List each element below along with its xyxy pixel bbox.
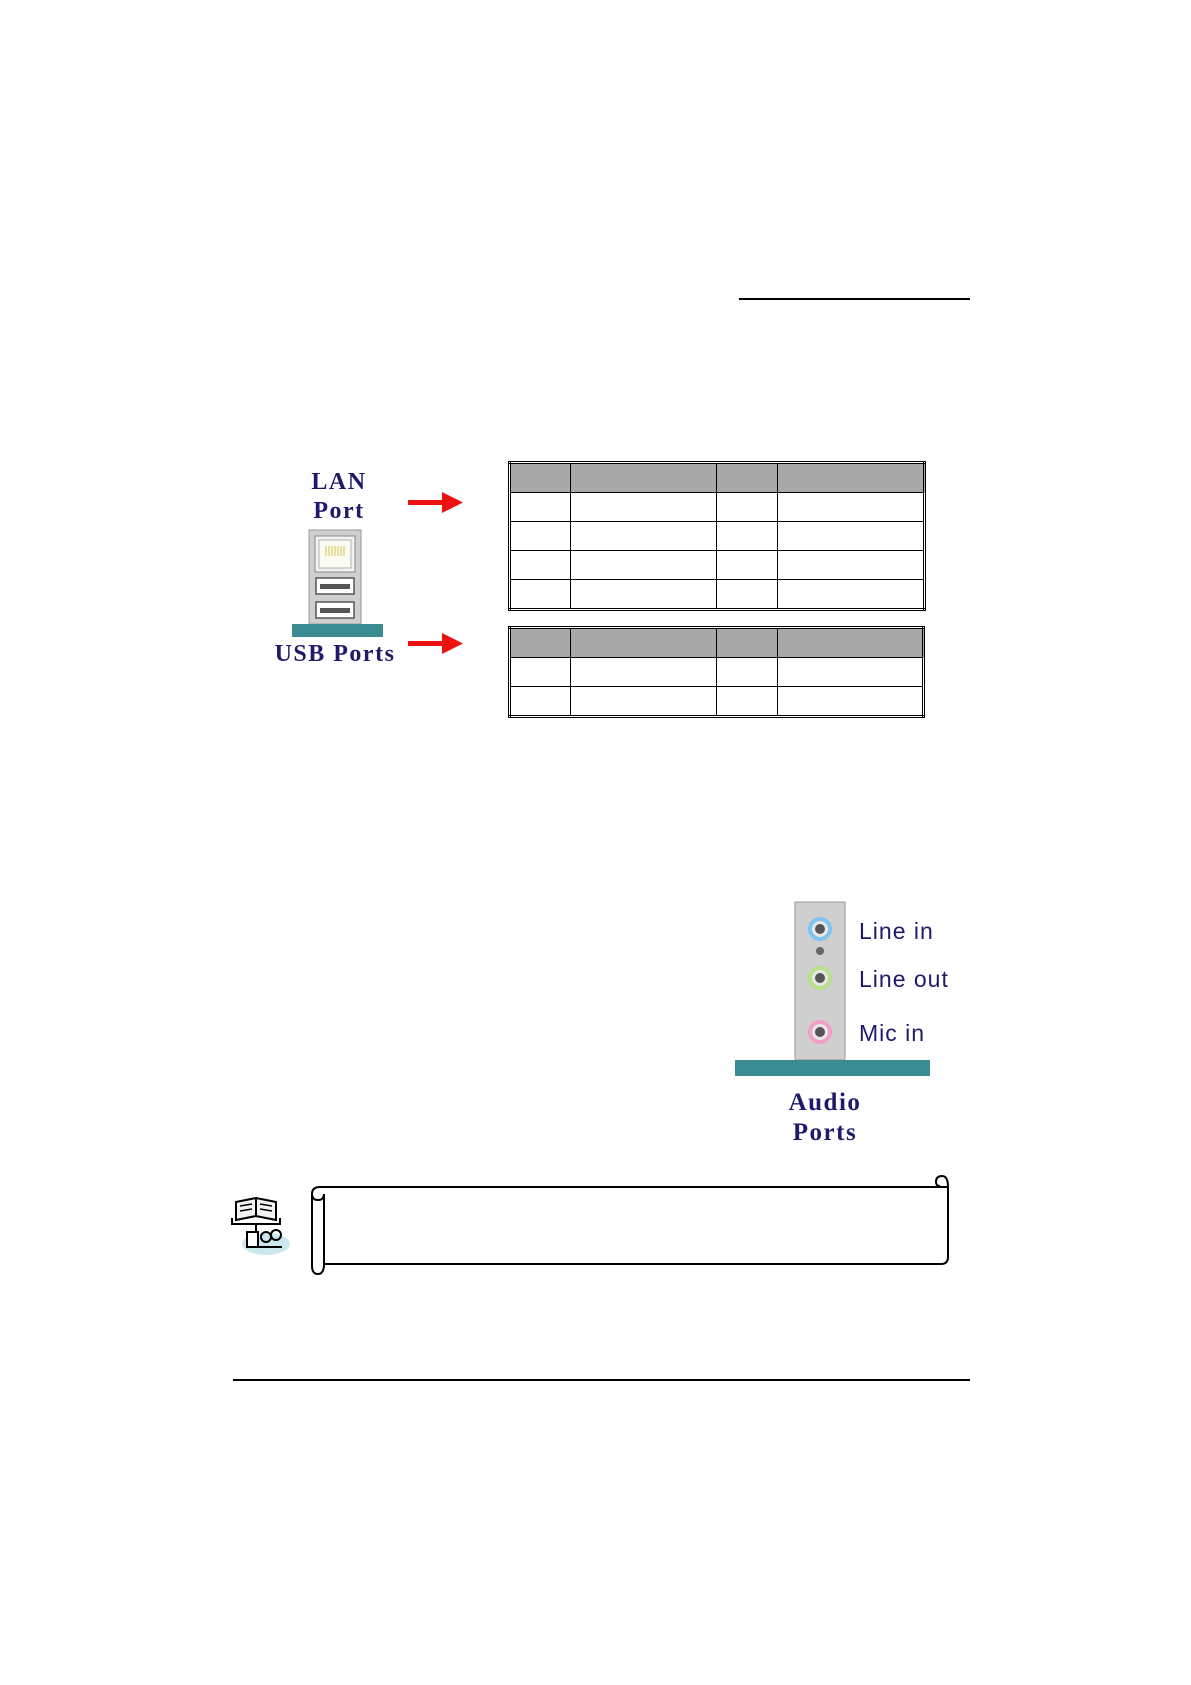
audio-connector-icon bbox=[795, 902, 845, 1060]
lan-usb-connector-icon bbox=[309, 530, 361, 624]
line-in-label: Line in bbox=[859, 918, 934, 944]
table-row bbox=[510, 580, 925, 610]
table-row bbox=[510, 493, 925, 522]
audio-base-plate bbox=[735, 1060, 930, 1076]
usb-base-plate bbox=[292, 624, 383, 637]
usb-arrow-icon bbox=[408, 633, 463, 654]
lan-port-label: LAN Port bbox=[311, 469, 367, 524]
mic-in-label: Mic in bbox=[859, 1020, 926, 1046]
usb-ports-label: USB Ports bbox=[274, 641, 396, 667]
table-row bbox=[510, 658, 924, 687]
line-out-label: Line out bbox=[859, 966, 949, 992]
note-scroll-box bbox=[312, 1176, 948, 1274]
table-row bbox=[510, 551, 925, 580]
lan-arrow-icon bbox=[408, 492, 463, 513]
table-row bbox=[510, 522, 925, 551]
table-row bbox=[510, 687, 924, 717]
table-header-row bbox=[510, 463, 925, 493]
note-icon bbox=[232, 1198, 290, 1255]
lan-pin-table bbox=[508, 461, 926, 611]
usb-pin-table bbox=[508, 626, 925, 718]
audio-ports-label: Audio Ports bbox=[788, 1089, 862, 1146]
table-header-row bbox=[510, 628, 924, 658]
